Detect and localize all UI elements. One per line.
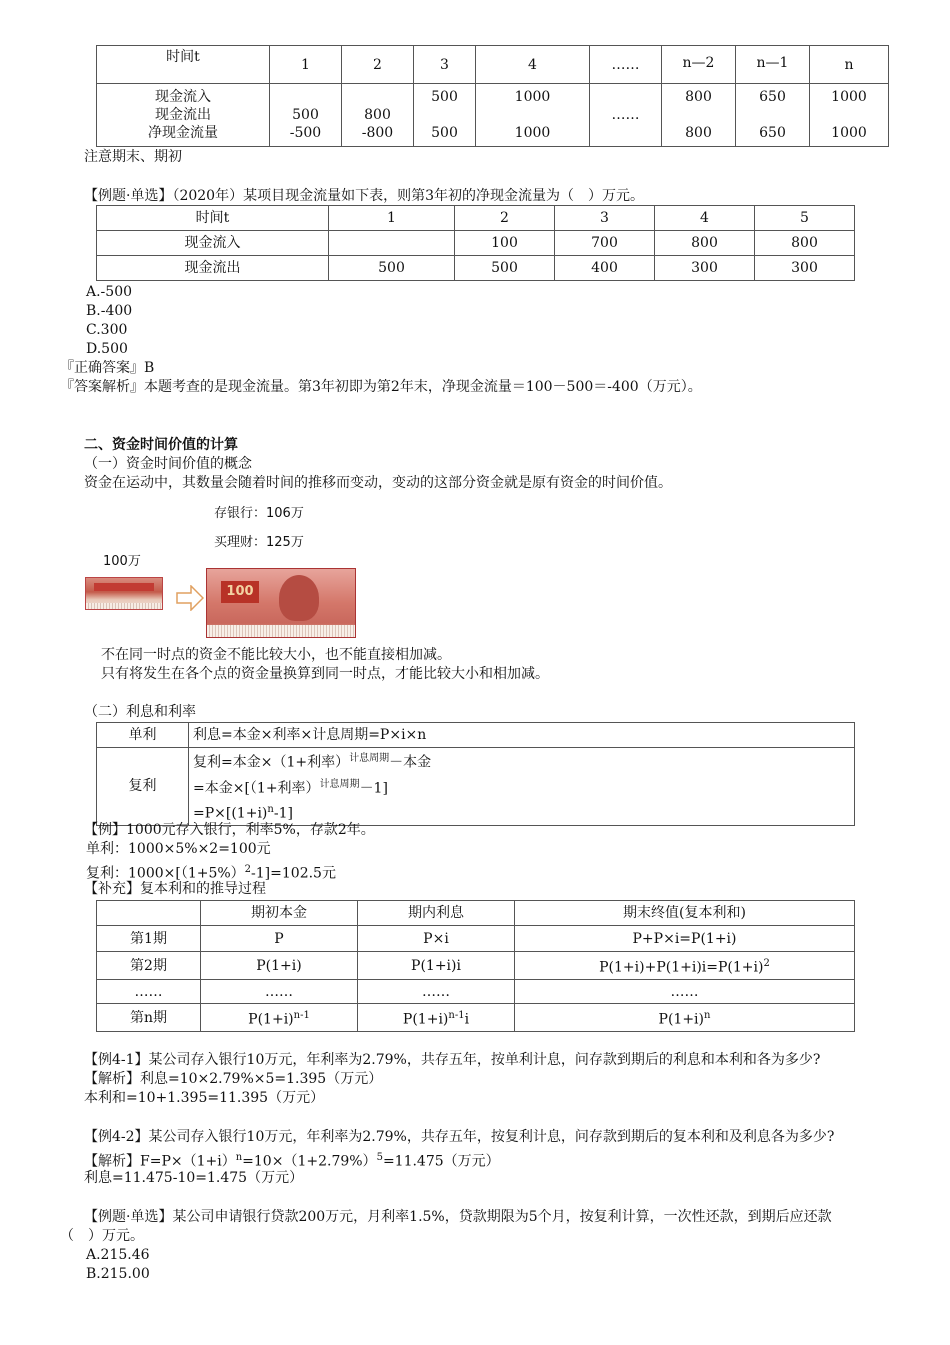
cell: 650	[759, 125, 786, 141]
row-label: 第2期	[97, 952, 201, 980]
note-text: 注意期末、期初	[84, 149, 182, 165]
cell: 300	[655, 256, 755, 281]
header-cell: n—1	[736, 46, 810, 84]
table-header-row	[97, 901, 855, 926]
question-title: 【例题·单选】（2020年）某项目现金流量如下表，则第3年初的净现金流量为（ ）万元。	[84, 188, 644, 204]
cell: 1000	[514, 89, 551, 105]
header-cell: 期初本金	[201, 901, 358, 926]
cell: P(1+i)i	[358, 952, 515, 980]
example-title: 【例4-1】某公司存入银行10万元，年利率为2.79%，共存五年，按单利计息，问存款到期后的利息和本利和各为多少?	[84, 1052, 821, 1068]
cell: 100	[455, 231, 555, 256]
question-table	[96, 205, 855, 281]
header-cell: 1	[270, 46, 342, 84]
option-b: B.215.00	[86, 1266, 150, 1282]
cell	[329, 231, 455, 256]
base-amount-label: 100万	[103, 554, 141, 569]
cell: P×i	[358, 926, 515, 952]
header-cell: 期末终值(复本利和)	[515, 901, 855, 926]
example-answer: 【解析】利息=10×2.79%×5=1.395（万元）	[84, 1071, 383, 1087]
table-header-row	[97, 46, 889, 84]
section-title: 二、资金时间价值的计算	[84, 437, 238, 453]
cell: ……	[201, 980, 358, 1004]
table-row	[97, 1004, 855, 1032]
header-cell: ……	[590, 46, 662, 84]
cell: $P(1+i)^{n-1}$	[201, 1004, 358, 1032]
bank-label: 存银行：106万	[214, 506, 304, 521]
header-cell: 2	[342, 46, 414, 84]
table-row	[97, 980, 855, 1004]
table-header-row	[97, 206, 855, 231]
question-title-cont: （ ）万元。	[60, 1228, 144, 1244]
row-label: 复利	[97, 748, 189, 826]
example-line: 单利：1000×5%×2=100元	[86, 841, 271, 857]
row-label: 现金流出	[97, 256, 329, 281]
header-cell	[97, 901, 201, 926]
option-a: A.215.46	[86, 1247, 150, 1263]
invest-label: 买理财：125万	[214, 535, 304, 550]
cell: 800	[685, 89, 712, 105]
header-cell: 5	[755, 206, 855, 231]
header-cell: 1	[329, 206, 455, 231]
derivation-table	[96, 900, 855, 1032]
cell: P	[201, 926, 358, 952]
row-label: 净现金流量	[148, 125, 218, 141]
note-line: 不在同一时点的资金不能比较大小，也不能直接相加减。	[101, 647, 451, 663]
cell: 650	[759, 89, 786, 105]
supplement-title: 【补充】复本利和的推导过程	[84, 881, 266, 897]
option-a: A.-500	[86, 284, 133, 300]
table-row	[97, 748, 855, 826]
table-row	[97, 231, 855, 256]
cell: 500	[431, 125, 458, 141]
example-answer: 本利和=10+1.395=11.395（万元）	[84, 1090, 325, 1106]
cell: 800	[364, 107, 391, 123]
cell: ……	[358, 980, 515, 1004]
example-answer: 利息=11.475-10=1.475（万元）	[84, 1170, 304, 1186]
row-label: 现金流入	[155, 89, 211, 105]
cell: $P(1+i)^{n-1}i$	[358, 1004, 515, 1032]
subsection-title: （二）利息和利率	[84, 704, 196, 720]
cell: $P(1+i)+P(1+i)i=P(1+i)^2$	[515, 952, 855, 980]
table-row	[97, 952, 855, 980]
option-b: B.-400	[86, 303, 133, 319]
cell: 700	[555, 231, 655, 256]
header-cell: 4	[655, 206, 755, 231]
cell: ……	[611, 107, 640, 123]
header-cell: n—2	[662, 46, 736, 84]
row-label: ……	[97, 980, 201, 1004]
header-cell: n	[810, 46, 889, 84]
cell: 1000	[514, 125, 551, 141]
answer-text: 『正确答案』B	[60, 360, 155, 376]
cell: -500	[289, 125, 322, 141]
cell: 500	[431, 89, 458, 105]
table-row	[97, 256, 855, 281]
paragraph: 资金在运动中，其数量会随着时间的推移而变动，变动的这部分资金就是原有资金的时间价值。	[84, 475, 672, 491]
example-line: 复利：$1000\times[(1+5\%)^2-1]=102.5$元	[86, 864, 336, 882]
cell: $P(1+i)^n$	[515, 1004, 855, 1032]
header-cell: 2	[455, 206, 555, 231]
header-cell: 时间t	[97, 206, 329, 231]
example-answer: 【解析】$F=P\times(1+i)^n=10\times(1+2.79\%)^5=11.475$（万元）	[84, 1152, 500, 1170]
row-label: 单利	[97, 723, 189, 748]
cell: 300	[755, 256, 855, 281]
example-title: 【例4-2】某公司存入银行10万元，年利率为2.79%，共存五年，按复利计息，问存款到期后的复本利和及利息各为多少?	[84, 1129, 835, 1145]
subsection-title: （一）资金时间价值的概念	[84, 456, 252, 472]
cell: 1000	[831, 125, 867, 141]
cell: 800	[755, 231, 855, 256]
option-c: C.300	[86, 322, 128, 338]
header-cell: 期内利息	[358, 901, 515, 926]
cell: ……	[515, 980, 855, 1004]
cell: 400	[555, 256, 655, 281]
header-cell: 3	[555, 206, 655, 231]
banknote-stack-image: 100	[206, 568, 356, 638]
cell: P+P×i=P(1+i)	[515, 926, 855, 952]
row-label: 第1期	[97, 926, 201, 952]
row-label: 第n期	[97, 1004, 201, 1032]
cash-flow-table	[96, 45, 889, 147]
analysis-text: 『答案解析』本题考查的是现金流量。第3年初即为第2年末，净现金流量＝100－500＝-400（万元）。	[60, 379, 702, 395]
compound-formula: 复利=本金×（1+利率）$^{计息周期}$－本金 =本金×[（1+利率）$^{计息周期}$－1] $=P\times[(1+i)^n-1]$	[189, 748, 855, 826]
row-label: 现金流入	[97, 231, 329, 256]
note-line: 只有将发生在各个点的资金量换算到同一时点，才能比较大小和相加减。	[101, 666, 549, 682]
cell: -800	[361, 125, 394, 141]
example-line: 【例】1000元存入银行，利率5%，存款2年。	[84, 822, 375, 838]
arrow-right-icon	[176, 585, 204, 611]
table-row	[97, 926, 855, 952]
interest-table	[96, 722, 855, 826]
money-stack-image	[85, 577, 163, 610]
header-cell: 时间t	[97, 46, 270, 84]
simple-formula: 利息=本金×利率×计息周期=P×i×n	[189, 723, 855, 748]
row-label: 现金流出	[155, 107, 211, 123]
cell: 500	[329, 256, 455, 281]
cell: 1000	[831, 89, 867, 105]
header-cell: 4	[476, 46, 590, 84]
cell: 500	[292, 107, 319, 123]
header-cell: 3	[414, 46, 476, 84]
table-row	[97, 84, 889, 147]
cell: 800	[655, 231, 755, 256]
cell: 800	[685, 125, 712, 141]
cell: P(1+i)	[201, 952, 358, 980]
table-row	[97, 723, 855, 748]
option-d: D.500	[86, 341, 128, 357]
cell: 500	[455, 256, 555, 281]
question-title: 【例题·单选】某公司申请银行贷款200万元，月利率1.5%，贷款期限为5个月，按复利计算，一次性还款，到期后应还款	[84, 1209, 832, 1225]
